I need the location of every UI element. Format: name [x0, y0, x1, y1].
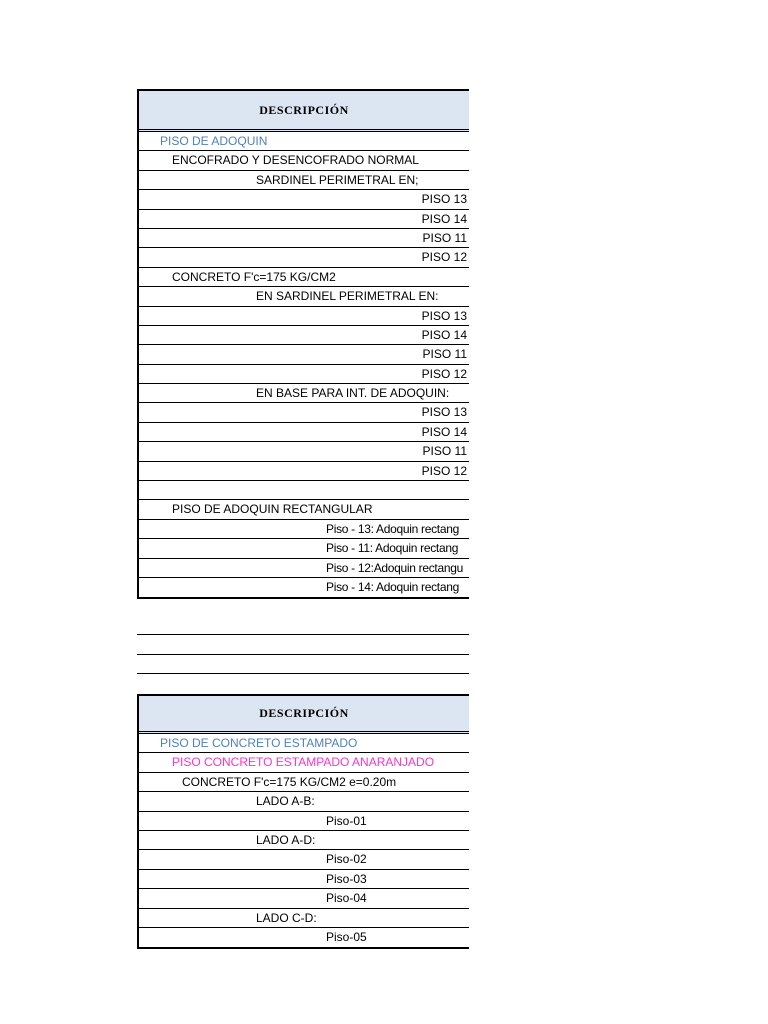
table-row[interactable] [139, 520, 469, 539]
cell-description: Piso-02 [326, 852, 367, 867]
table-row[interactable] [139, 171, 469, 190]
table-row[interactable] [139, 190, 469, 209]
cell-description: Piso-01 [326, 813, 367, 828]
table-row[interactable] [139, 539, 469, 558]
table-row[interactable] [139, 307, 469, 326]
table-row[interactable] [139, 268, 469, 287]
table-row[interactable] [139, 248, 469, 267]
table-row[interactable] [139, 850, 469, 869]
table-body [139, 132, 469, 597]
table-row[interactable] [139, 326, 469, 345]
cell-description: PISO 14 [421, 424, 467, 439]
table-row[interactable] [139, 812, 469, 831]
table-row[interactable] [139, 287, 469, 306]
cell-description: CONCRETO F'c=175 KG/CM2 [172, 269, 336, 284]
cell-description: LADO A-D: [256, 832, 316, 847]
empty-rows [137, 616, 469, 674]
cell-description: EN BASE PARA INT. DE ADOQUIN: [256, 386, 450, 401]
cell-description: Piso-04 [326, 891, 367, 906]
cell-description: EN SARDINEL PERIMETRAL EN: [256, 289, 439, 304]
cell-description: PISO 11 [422, 444, 467, 459]
table-row[interactable] [139, 559, 469, 578]
table-row[interactable] [139, 831, 469, 850]
empty-row [137, 616, 469, 635]
cell-description: ENCOFRADO Y DESENCOFRADO NORMAL [172, 153, 419, 168]
empty-row [137, 655, 469, 674]
cell-description: LADO C-D: [256, 910, 317, 925]
table-row[interactable] [139, 403, 469, 422]
cell-description: CONCRETO F'c=175 KG/CM2 e=0.20m [182, 774, 397, 789]
cell-description: Piso-03 [326, 871, 367, 886]
cell-description: PISO 12 [421, 463, 467, 478]
table-row[interactable] [139, 734, 469, 753]
table-body [139, 734, 469, 947]
table-row[interactable] [139, 132, 469, 151]
cell-description: PISO CONCRETO ESTAMPADO ANARANJADO [172, 755, 435, 770]
cell-description: PISO 13 [421, 405, 467, 420]
table-row[interactable] [139, 909, 469, 928]
column-header-descripcion: DESCRIPCIÓN [259, 706, 349, 720]
table-row[interactable] [139, 210, 469, 229]
table-row[interactable] [139, 229, 469, 248]
cell-description: Piso - 13: Adoquin rectang [326, 521, 459, 536]
cell-description: PISO 13 [421, 192, 467, 207]
table-row[interactable] [139, 462, 469, 481]
table-row[interactable] [139, 792, 469, 811]
table-row[interactable] [139, 365, 469, 384]
table-row[interactable] [139, 384, 469, 403]
table-row[interactable] [139, 442, 469, 461]
table-row[interactable] [139, 773, 469, 792]
table-row[interactable] [139, 870, 469, 889]
cell-description: Piso - 14: Adoquin rectang [326, 579, 459, 594]
table-row[interactable] [139, 151, 469, 170]
cell-description: PISO DE CONCRETO ESTAMPADO [160, 736, 358, 750]
table-row[interactable] [139, 423, 469, 442]
table-row[interactable] [139, 345, 469, 364]
table-row[interactable] [139, 578, 469, 597]
table-row[interactable] [139, 928, 469, 947]
empty-row [137, 635, 469, 654]
cell-description: LADO A-B: [256, 794, 315, 809]
table-header [139, 696, 469, 734]
table-row[interactable] [139, 753, 469, 772]
cell-description: PISO DE ADOQUIN [160, 134, 268, 148]
table-row[interactable] [139, 481, 469, 500]
cell-description: Piso-05 [326, 929, 367, 944]
cell-description: PISO 13 [421, 308, 467, 323]
cell-description: PISO 12 [421, 366, 467, 381]
cell-description: Piso - 11: Adoquin rectang [326, 541, 459, 556]
cell-description: PISO DE ADOQUIN RECTANGULAR [172, 502, 373, 517]
cell-description: PISO 11 [422, 347, 467, 362]
cell-description: PISO 11 [422, 230, 467, 245]
quantities-table-adoquin [137, 89, 469, 599]
cell-description: Piso - 12:Adoquin rectangu [326, 560, 463, 575]
cell-description: PISO 14 [421, 327, 467, 342]
cell-description: PISO 14 [421, 211, 467, 226]
table-row[interactable] [139, 500, 469, 519]
column-header-descripcion: DESCRIPCIÓN [259, 102, 349, 117]
table-header [139, 91, 469, 132]
quantities-table-estampado [137, 694, 469, 949]
table-row[interactable] [139, 889, 469, 908]
cell-description: SARDINEL PERIMETRAL EN; [256, 172, 419, 187]
cell-description: PISO 12 [421, 250, 467, 265]
